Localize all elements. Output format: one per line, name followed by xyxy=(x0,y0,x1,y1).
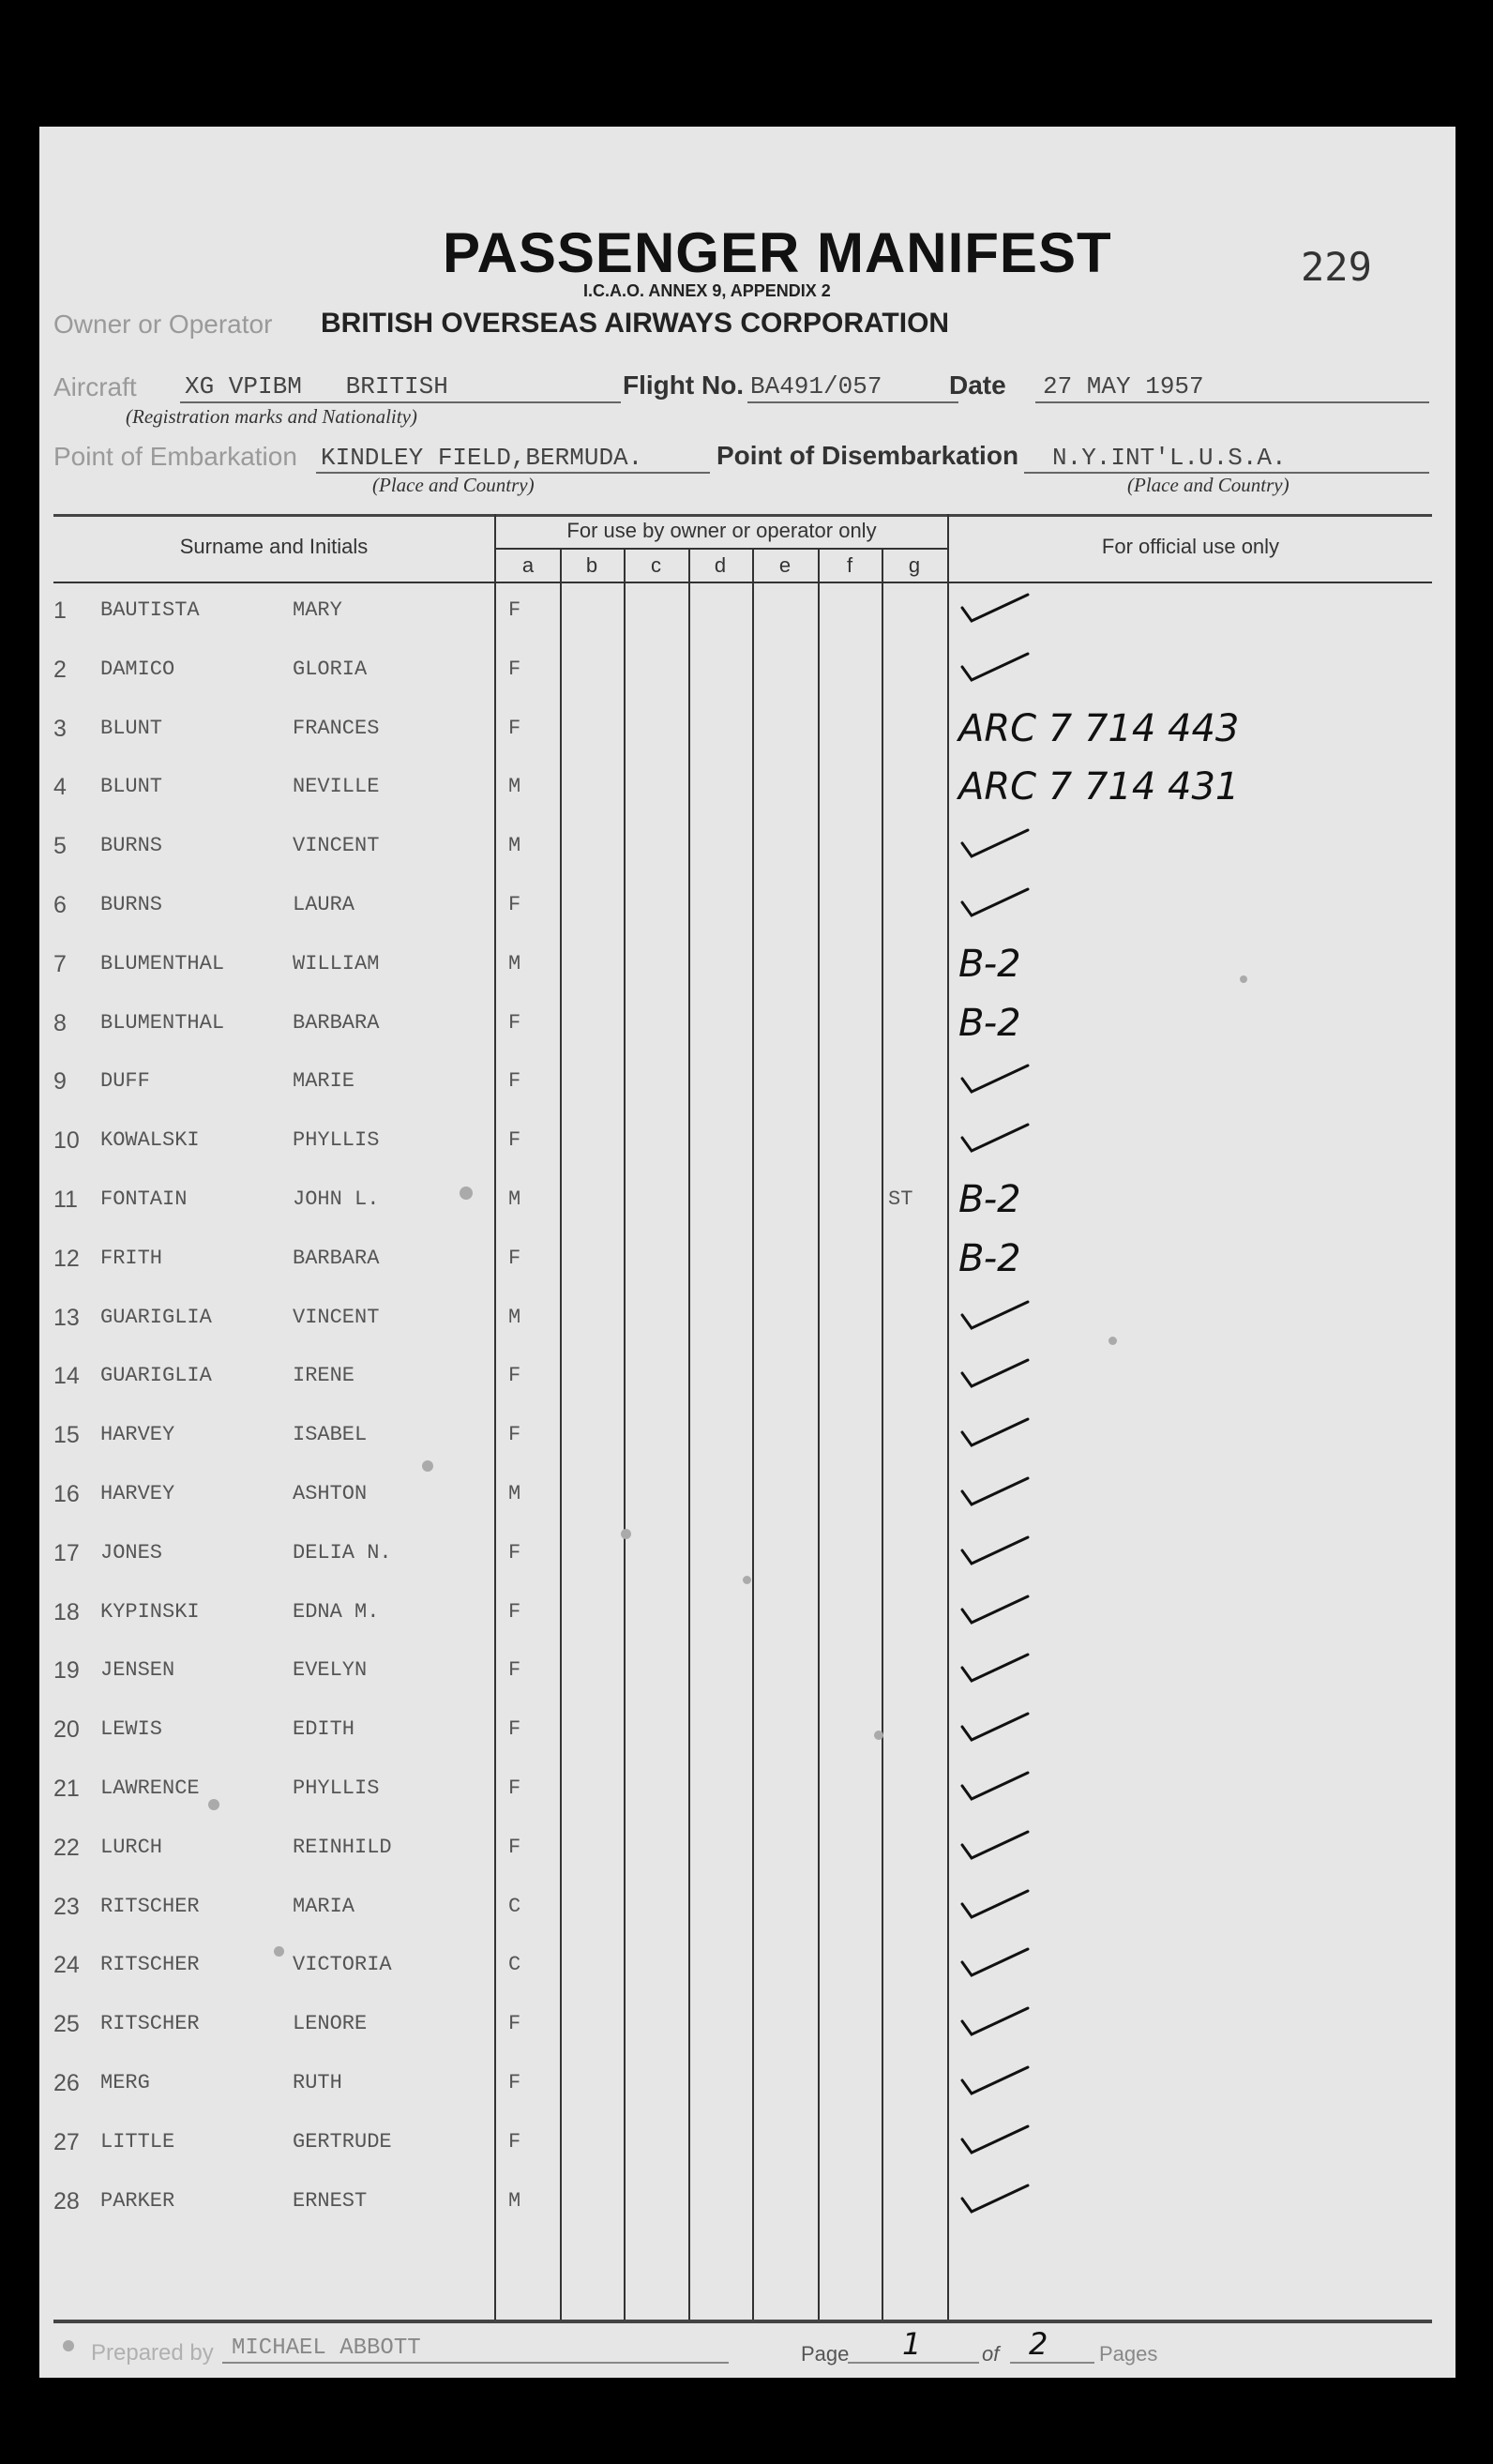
checkmark-icon xyxy=(958,1649,1033,1686)
table-row xyxy=(39,1173,1455,1232)
checkmark-icon xyxy=(958,1296,1033,1334)
sex-code: M xyxy=(508,1482,521,1505)
table-row xyxy=(39,938,1455,997)
passenger-surname: KOWALSKI xyxy=(100,1128,200,1153)
embarkation-value: KINDLEY FIELD,BERMUDA. xyxy=(321,444,643,472)
table-row xyxy=(39,997,1455,1056)
passenger-given-name: EVELYN xyxy=(293,1658,368,1683)
scan-speck xyxy=(63,2340,74,2351)
row-number: 2 xyxy=(53,656,67,683)
sub-column-header-d: d xyxy=(714,553,727,577)
sex-code: F xyxy=(508,1835,521,1859)
official-mark-text xyxy=(958,1119,959,1120)
official-mark-text xyxy=(958,1885,959,1886)
official-mark-text xyxy=(958,2062,959,2063)
passenger-given-name: LENORE xyxy=(293,2012,368,2036)
passenger-given-name: BARBARA xyxy=(293,1246,380,1270)
official-mark xyxy=(958,707,1239,750)
table-bottom-rule xyxy=(53,2320,1432,2323)
flight-label: Flight No. xyxy=(623,370,745,400)
embarkation-note: (Place and Country) xyxy=(372,474,535,496)
official-mark-text: ARC 7 714 443 xyxy=(958,706,1240,750)
checkmark-icon xyxy=(958,1060,1033,1097)
passenger-surname: RITSCHER xyxy=(100,1953,200,1977)
footer-page-label: Page xyxy=(801,2342,850,2366)
embarkation-label: Point of Embarkation xyxy=(53,442,297,471)
table-row xyxy=(39,1350,1455,1409)
passenger-given-name: ASHTON xyxy=(293,1482,368,1505)
official-mark-text xyxy=(958,1826,959,1827)
passenger-surname: DUFF xyxy=(100,1069,150,1094)
sex-code: F xyxy=(508,1599,521,1624)
passenger-surname: HARVEY xyxy=(100,1482,175,1505)
scan-speck xyxy=(422,1460,433,1472)
sex-code: F xyxy=(508,1540,521,1565)
scan-speck xyxy=(208,1799,219,1810)
official-mark-text xyxy=(958,824,959,825)
sub-column-header-f: f xyxy=(846,553,853,577)
row-number: 11 xyxy=(53,1187,78,1213)
sub-column-header-a: a xyxy=(521,553,535,577)
table-row xyxy=(39,1762,1455,1822)
passenger-surname: RITSCHER xyxy=(100,1894,200,1918)
table-row xyxy=(39,1644,1455,1703)
passenger-surname: HARVEY xyxy=(100,1423,175,1447)
sex-code: F xyxy=(508,1246,521,1270)
table-row xyxy=(39,761,1455,820)
scan-speck xyxy=(621,1529,631,1539)
row-number: 21 xyxy=(53,1776,80,1802)
table-top-rule xyxy=(53,514,1432,517)
disembarkation-value: N.Y.INT'L.U.S.A. xyxy=(1052,444,1287,472)
table-row xyxy=(39,1939,1455,1998)
official-mark-text: ARC 7 714 431 xyxy=(958,765,1240,809)
footer-pages-label: Pages xyxy=(1099,2342,1158,2366)
prepared-by-label: Prepared by xyxy=(91,2340,214,2366)
passenger-given-name: PHYLLIS xyxy=(293,1776,380,1800)
passenger-given-name: RUTH xyxy=(293,2071,342,2094)
official-mark-text xyxy=(958,1060,959,1061)
row-number: 20 xyxy=(53,1716,80,1744)
sex-code: M xyxy=(508,951,521,975)
official-mark-text xyxy=(958,648,959,649)
sex-code: F xyxy=(508,1423,521,1447)
official-mark-text xyxy=(958,2121,959,2122)
checkmark-icon xyxy=(958,1354,1033,1392)
row-number: 24 xyxy=(53,1952,80,1979)
scan-speck xyxy=(460,1187,473,1200)
passenger-surname: BURNS xyxy=(100,893,163,916)
passenger-surname: BLUNT xyxy=(100,716,163,740)
checkmark-icon xyxy=(958,2121,1033,2158)
scan-speck xyxy=(1240,975,1247,983)
official-mark-text xyxy=(958,1413,959,1414)
passenger-given-name: ISABEL xyxy=(293,1423,368,1447)
checkmark-icon xyxy=(958,1413,1033,1451)
official-mark-text: B-2 xyxy=(958,1178,1021,1221)
table-row xyxy=(39,1586,1455,1645)
checkmark-icon xyxy=(958,1473,1033,1510)
sex-code: F xyxy=(508,1364,521,1388)
checkmark-icon xyxy=(958,1767,1033,1805)
checkmark-icon xyxy=(958,1885,1033,1923)
table-row xyxy=(39,1232,1455,1292)
official-mark-text xyxy=(958,1943,959,1944)
passenger-given-name: LAURA xyxy=(293,893,355,916)
passenger-surname: BURNS xyxy=(100,834,163,858)
prepared-by-value: MICHAEL ABBOTT xyxy=(232,2336,421,2361)
passenger-surname: MERG xyxy=(100,2071,150,2094)
row-number: 23 xyxy=(53,1893,80,1920)
scan-speck xyxy=(274,1946,284,1957)
owner-label: Owner or Operator xyxy=(53,310,273,339)
flight-value: BA491/057 xyxy=(750,372,882,401)
official-mark xyxy=(958,943,1021,986)
date-value: 27 MAY 1957 xyxy=(1043,372,1204,401)
manifest-sheet xyxy=(39,127,1455,2378)
sex-code: F xyxy=(508,893,521,916)
table-row xyxy=(39,2175,1455,2234)
passenger-given-name: VICTORIA xyxy=(293,1953,392,1977)
official-mark-text xyxy=(958,2180,959,2181)
date-label: Date xyxy=(949,370,1006,400)
passenger-given-name: MARIE xyxy=(293,1069,355,1094)
row-number: 10 xyxy=(53,1127,80,1155)
passenger-given-name: NEVILLE xyxy=(293,775,380,799)
passenger-surname: BLUMENTHAL xyxy=(100,951,225,975)
official-mark-text xyxy=(958,1708,959,1709)
column-g-value: ST xyxy=(888,1187,913,1211)
passenger-surname: GUARIGLIA xyxy=(100,1305,212,1329)
sex-code: M xyxy=(508,1187,521,1211)
row-number: 8 xyxy=(53,1009,67,1036)
passenger-given-name: DELIA N. xyxy=(293,1540,392,1565)
passenger-surname: PARKER xyxy=(100,2188,175,2213)
row-number: 19 xyxy=(53,1657,80,1685)
official-mark xyxy=(958,1237,1021,1280)
passenger-surname: FONTAIN xyxy=(100,1187,188,1211)
checkmark-icon xyxy=(958,1591,1033,1628)
sex-code: F xyxy=(508,657,521,681)
sub-column-header-g: g xyxy=(908,553,921,577)
row-number: 13 xyxy=(53,1304,80,1331)
passenger-surname: JONES xyxy=(100,1540,163,1565)
row-number: 3 xyxy=(53,715,67,742)
row-number: 1 xyxy=(53,597,67,624)
official-mark-text: B-2 xyxy=(958,942,1021,986)
passenger-surname: RITSCHER xyxy=(100,2012,200,2036)
sub-column-header-c: c xyxy=(651,553,661,577)
sex-code: F xyxy=(508,2071,521,2094)
passenger-given-name: GERTRUDE xyxy=(293,2129,392,2154)
official-mark-text: B-2 xyxy=(958,1236,1021,1280)
table-row xyxy=(39,1409,1455,1468)
checkmark-icon xyxy=(958,589,1033,627)
checkmark-icon xyxy=(958,2180,1033,2217)
checkmark-icon xyxy=(958,1826,1033,1864)
checkmark-icon xyxy=(958,2062,1033,2099)
passenger-surname: LEWIS xyxy=(100,1717,163,1742)
sheet-page-number: 229 xyxy=(1301,244,1372,290)
passenger-surname: BAUTISTA xyxy=(100,598,200,622)
sex-code: C xyxy=(508,1894,521,1918)
scan-speck xyxy=(743,1576,751,1584)
checkmark-icon xyxy=(958,1119,1033,1156)
table-row xyxy=(39,879,1455,938)
official-mark xyxy=(958,765,1239,809)
sex-code: F xyxy=(508,1069,521,1094)
sex-code: M xyxy=(508,834,521,858)
passenger-surname: DAMICO xyxy=(100,657,175,681)
table-row xyxy=(39,820,1455,879)
passenger-surname: LAWRENCE xyxy=(100,1776,200,1800)
table-row xyxy=(39,1998,1455,2057)
row-number: 18 xyxy=(53,1598,80,1625)
row-number: 14 xyxy=(53,1363,80,1390)
disembarkation-label: Point of Disembarkation xyxy=(716,441,1019,470)
table-row xyxy=(39,643,1455,703)
sex-code: C xyxy=(508,1953,521,1977)
table-row xyxy=(39,703,1455,762)
passenger-given-name: FRANCES xyxy=(293,716,380,740)
sex-code: F xyxy=(508,1717,521,1742)
surname-column-header: Surname and Initials xyxy=(179,535,369,558)
checkmark-icon xyxy=(958,648,1033,686)
official-mark-text xyxy=(958,1532,959,1533)
checkmark-icon xyxy=(958,1532,1033,1569)
passenger-surname: BLUNT xyxy=(100,775,163,799)
checkmark-icon xyxy=(958,2003,1033,2040)
passenger-given-name: WILLIAM xyxy=(293,951,380,975)
passenger-surname: JENSEN xyxy=(100,1658,175,1683)
aircraft-label: Aircraft xyxy=(53,372,137,401)
table-row xyxy=(39,1114,1455,1173)
passenger-given-name: BARBARA xyxy=(293,1010,380,1035)
table-row xyxy=(39,1055,1455,1114)
sex-code: F xyxy=(508,716,521,740)
passenger-given-name: VINCENT xyxy=(293,1305,380,1329)
sex-code: M xyxy=(508,2188,521,2213)
scan-speck xyxy=(874,1731,883,1740)
official-mark-text xyxy=(958,1473,959,1474)
row-number: 5 xyxy=(53,833,67,860)
sex-code: F xyxy=(508,1776,521,1800)
aircraft-value: XG VPIBM BRITISH xyxy=(185,372,448,401)
passenger-surname: LURCH xyxy=(100,1835,163,1859)
passenger-given-name: IRENE xyxy=(293,1364,355,1388)
passenger-surname: GUARIGLIA xyxy=(100,1364,212,1388)
sex-code: M xyxy=(508,775,521,799)
sex-code: F xyxy=(508,1658,521,1683)
passenger-given-name: EDNA M. xyxy=(293,1599,380,1624)
table-row xyxy=(39,2057,1455,2116)
sex-code: F xyxy=(508,1010,521,1035)
table-row xyxy=(39,1468,1455,1527)
table-row xyxy=(39,2116,1455,2175)
official-mark-text xyxy=(958,589,959,590)
scan-speck xyxy=(1108,1337,1117,1345)
footer-page-value: 1 xyxy=(902,2326,922,2362)
passenger-given-name: PHYLLIS xyxy=(293,1128,380,1153)
row-number: 25 xyxy=(53,2011,80,2038)
row-number: 28 xyxy=(53,2187,80,2215)
table-row xyxy=(39,584,1455,643)
sex-code: F xyxy=(508,598,521,622)
checkmark-icon xyxy=(958,1708,1033,1746)
sub-column-header-b: b xyxy=(585,553,598,577)
aircraft-note: (Registration marks and Nationality) xyxy=(126,405,417,428)
official-mark-text xyxy=(958,1296,959,1297)
table-row xyxy=(39,1703,1455,1762)
disembarkation-note: (Place and Country) xyxy=(1127,474,1289,496)
passenger-given-name: REINHILD xyxy=(293,1835,392,1859)
passenger-given-name: MARIA xyxy=(293,1894,355,1918)
official-mark-text: B-2 xyxy=(958,1001,1021,1045)
passenger-surname: KYPINSKI xyxy=(100,1599,200,1624)
table-row xyxy=(39,1292,1455,1351)
sex-code: F xyxy=(508,2012,521,2036)
official-mark-text xyxy=(958,1354,959,1355)
row-number: 15 xyxy=(53,1422,80,1449)
official-mark xyxy=(958,1178,1021,1221)
passenger-surname: BLUMENTHAL xyxy=(100,1010,225,1035)
sex-code: F xyxy=(508,2129,521,2154)
manifest-subtitle: I.C.A.O. ANNEX 9, APPENDIX 2 xyxy=(583,281,831,300)
table-row xyxy=(39,1822,1455,1881)
passenger-given-name: GLORIA xyxy=(293,657,368,681)
checkmark-icon xyxy=(958,1943,1033,1981)
row-number: 22 xyxy=(53,1834,80,1861)
official-mark-text xyxy=(958,1649,959,1650)
passenger-given-name: ERNEST xyxy=(293,2188,368,2213)
row-number: 6 xyxy=(53,892,67,918)
row-number: 27 xyxy=(53,2128,80,2155)
passenger-surname: FRITH xyxy=(100,1246,163,1270)
passenger-given-name: EDITH xyxy=(293,1717,355,1742)
footer-of-label: of xyxy=(982,2342,1000,2366)
passenger-given-name: JOHN L. xyxy=(293,1187,380,1211)
sex-code: F xyxy=(508,1128,521,1153)
official-mark xyxy=(958,1002,1021,1045)
row-number: 26 xyxy=(53,2070,80,2096)
row-number: 9 xyxy=(53,1068,67,1096)
passenger-surname: LITTLE xyxy=(100,2129,175,2154)
owner-value: BRITISH OVERSEAS AIRWAYS CORPORATION xyxy=(321,308,950,339)
row-number: 4 xyxy=(53,774,67,801)
passenger-given-name: MARY xyxy=(293,598,342,622)
checkmark-icon xyxy=(958,824,1033,862)
row-number: 12 xyxy=(53,1245,80,1272)
row-number: 16 xyxy=(53,1481,80,1507)
passenger-given-name: VINCENT xyxy=(293,834,380,858)
table-row xyxy=(39,1881,1455,1940)
sex-code: M xyxy=(508,1305,521,1329)
operator-columns-header: For use by owner or operator only xyxy=(566,519,877,542)
official-mark-text xyxy=(958,1767,959,1768)
row-number: 17 xyxy=(53,1539,80,1566)
sub-column-header-e: e xyxy=(778,553,792,577)
official-column-header: For official use only xyxy=(1101,535,1280,558)
official-mark-text xyxy=(958,1591,959,1592)
checkmark-icon xyxy=(958,884,1033,921)
manifest-title: PASSENGER MANIFEST xyxy=(443,221,1112,284)
row-number: 7 xyxy=(53,950,67,977)
footer-of-value: 2 xyxy=(1029,2326,1048,2362)
